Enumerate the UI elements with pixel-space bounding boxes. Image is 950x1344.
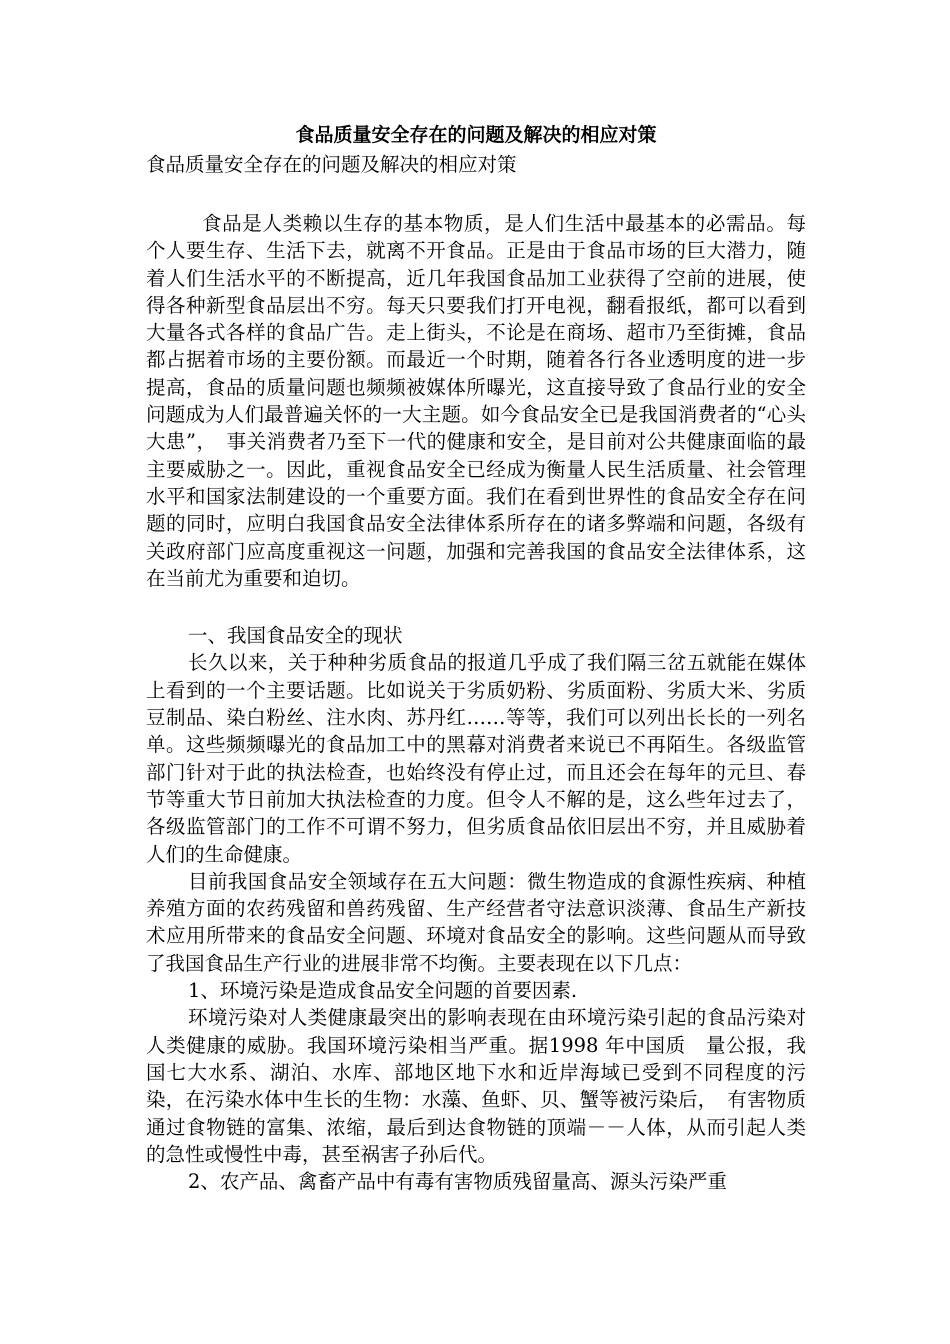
section-paragraph: 目前我国食品安全领域存在五大问题：微生物造成的食源性疾病、种植养殖方面的农药残留和兽药残留、生产经营者守法意识淡薄、食品生产新技术应用所带来的食品安全问题、环境对食品安全的影响。这些问题从而导致了我国食品生产行业的进展非常不均衡。主要表现在以下几点： [146, 869, 806, 975]
blank-line [146, 180, 806, 210]
document-title: 食品质量安全存在的问题及解决的相应对策 [295, 124, 657, 146]
document-subtitle: 食品质量安全存在的问题及解决的相应对策 [146, 153, 517, 176]
document-page [146, 120, 806, 1195]
section-paragraph: 长久以来，关于种种劣质食品的报道几乎成了我们隔三岔五就能在媒体上看到的一个主要话题。比如说关于劣质奶粉、劣质面粉、劣质大米、劣质豆制品、染白粉丝、注水肉、苏丹红……等等，我们可以列出长长的一列名单。这些频频曝光的食品加工中的黑幕对消费者来说已不再陌生。各级监管部门针对于此的执法检查，也始终没有停止过，而且还会在每年的元旦、春节等重大节日前加大执法检查的力度。但令人不解的是，这么些年过去了，各级监管部门的工作不可谓不努力，但劣质食品依旧层出不穷，并且威胁着人们的生命健康。 [146, 651, 806, 866]
blank-line [146, 592, 806, 622]
point-heading: 1、环境污染是造成食品安全问题的首要因素. [188, 979, 578, 1003]
section-heading: 一、我国食品安全的现状 [188, 624, 403, 648]
point-paragraph: 环境污染对人类健康最突出的影响表现在由环境污染引起的食品污染对人类健康的威胁。我国环境污染相当严重。据1998 年中国质 量公报，我国七大水系、湖泊、水库、部地区地下水和近岸海域已受到不同程度的污染，在污染水体中生长的生物：水藻、鱼虾、贝、蟹等被污染后， 有害物质通过食物链的富集、浓缩，最后到达食物链的顶端－－人体，从而引起人类的急性或慢性中毒，甚至祸害子孙后代。 [146, 1006, 806, 1166]
point-heading: 2、农产品、禽畜产品中有毒有害物质残留量高、源头污染严重 [188, 1170, 727, 1194]
intro-paragraph: 食品是人类赖以生存的基本物质，是人们生活中最基本的必需品。每个人要生存、生活下去，就离不开食品。正是由于食品市场的巨大潜力，随着人们生活水平的不断提高，近几年我国食品加工业获得了空前的进展，使得各种新型食品层出不穷。每天只要我们打开电视，翻看报纸，都可以看到大量各式各样的食品广告。走上街头，不论是在商场、超市乃至街摊，食品都占据着市场的主要份额。而最近一个时期，随着各行各业透明度的进一步提高，食品的质量问题也频频被媒体所曝光，这直接导致了食品行业的安全问题成为人们最普遍关怀的一大主题。如今食品安全已是我国消费者的“心头大患”， 事关消费者乃至下一代的健康和安全，是目前对公共健康面临的最主要威胁之一。因此，重视食品安全已经成为衡量人民生活质量、社会管理水平和国家法制建设的一个重要方面。我们在看到世界性的食品安全存在问题的同时，应明白我国食品安全法律体系所存在的诸多弊端和问题，各级有关政府部门应高度重视这一问题，加强和完善我国的食品安全法律体系，这在当前尤为重要和迫切。 [146, 212, 806, 590]
